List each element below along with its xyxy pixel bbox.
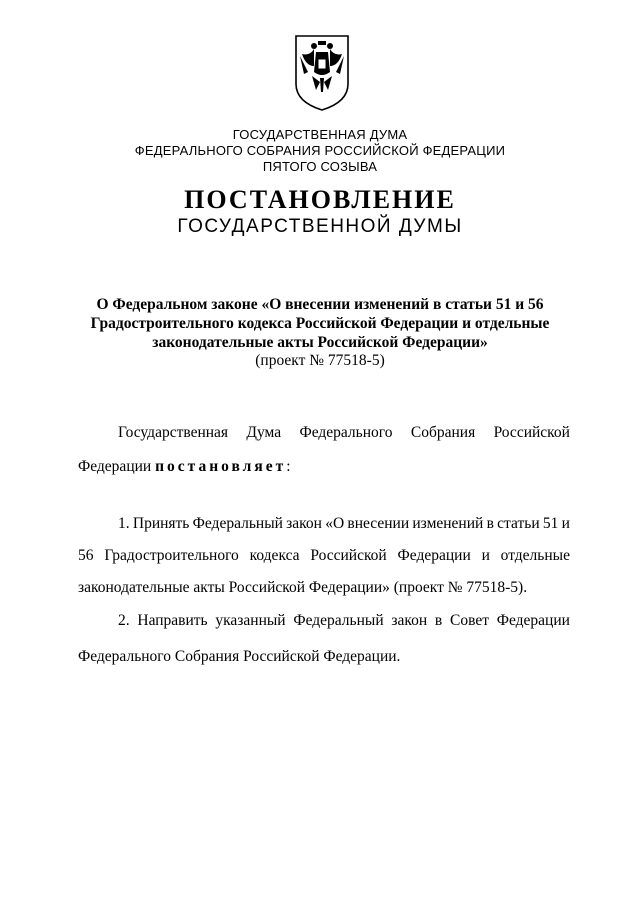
header-line-2: ФЕДЕРАЛЬНОГО СОБРАНИЯ РОССИЙСКОЙ ФЕДЕРАЦИИ (134, 143, 506, 158)
word: Федеральный (192, 515, 283, 532)
word: изменений (412, 515, 484, 532)
word: «О (325, 515, 345, 532)
law-title-line-3: законодательные акты Российской Федерации» (152, 334, 488, 351)
word: закон (286, 515, 322, 532)
word: 2. (118, 612, 130, 629)
word: Государственная (118, 424, 229, 441)
word: 51 (542, 515, 559, 532)
word: Федерации (397, 547, 471, 564)
issuer-header (0, 127, 640, 175)
word: 1. (118, 515, 130, 532)
word: в (434, 612, 443, 629)
item-2-line-1 (118, 612, 570, 630)
word: Российской (310, 547, 387, 564)
item-2-line-2: Федерального Собрания Российской Федерации. (78, 648, 401, 665)
law-title-line-1: О Федеральном законе «О внесении изменений в статьи 51 и 56 (96, 296, 544, 313)
preamble-suffix: : (286, 458, 291, 475)
preamble-line-2 (78, 458, 570, 476)
word: статьи (497, 515, 540, 532)
preamble-line-1 (118, 424, 570, 442)
word: в (486, 515, 494, 532)
word: Направить (137, 612, 208, 629)
word: 56 (78, 547, 94, 564)
document-title: ПОСТАНОВЛЕНИЕ (184, 185, 456, 214)
word: и (481, 547, 490, 564)
law-title (60, 295, 580, 352)
word: кодекса (249, 547, 300, 564)
word: Федерации (496, 612, 570, 629)
word: Градостроительного (104, 547, 239, 564)
header-line-3: ПЯТОГО СОЗЫВА (262, 159, 378, 174)
resolves-word: постановляет (155, 458, 287, 475)
word: Федеральный (293, 612, 384, 629)
item-1-line-3: законодательные акты Российской Федерации» (проект № 77518-5). (78, 579, 528, 596)
word: и (561, 515, 570, 532)
document-subtitle: ГОСУДАРСТВЕННОЙ ДУМЫ (177, 216, 463, 237)
word: Совет (450, 612, 489, 629)
word: Федерального (299, 424, 393, 441)
law-project-number: (проект № 77518-5) (255, 352, 385, 369)
word: указанный (215, 612, 286, 629)
item-1-line-1 (118, 515, 570, 533)
word: Российской (493, 424, 570, 441)
law-title-line-2: Градостроительного кодекса Российской Федерации и отдельные (90, 315, 550, 332)
preamble-prefix: Федерации (78, 458, 156, 475)
word: закон (391, 612, 428, 629)
word: Принять (132, 515, 190, 532)
coat-of-arms-emblem (292, 32, 352, 112)
item-1-line-2 (78, 547, 570, 565)
header-line-1: ГОСУДАРСТВЕННАЯ ДУМА (232, 127, 408, 142)
word: Собрания (410, 424, 476, 441)
word: отдельные (500, 547, 570, 564)
word: Дума (246, 424, 282, 441)
word: внесении (347, 515, 410, 532)
